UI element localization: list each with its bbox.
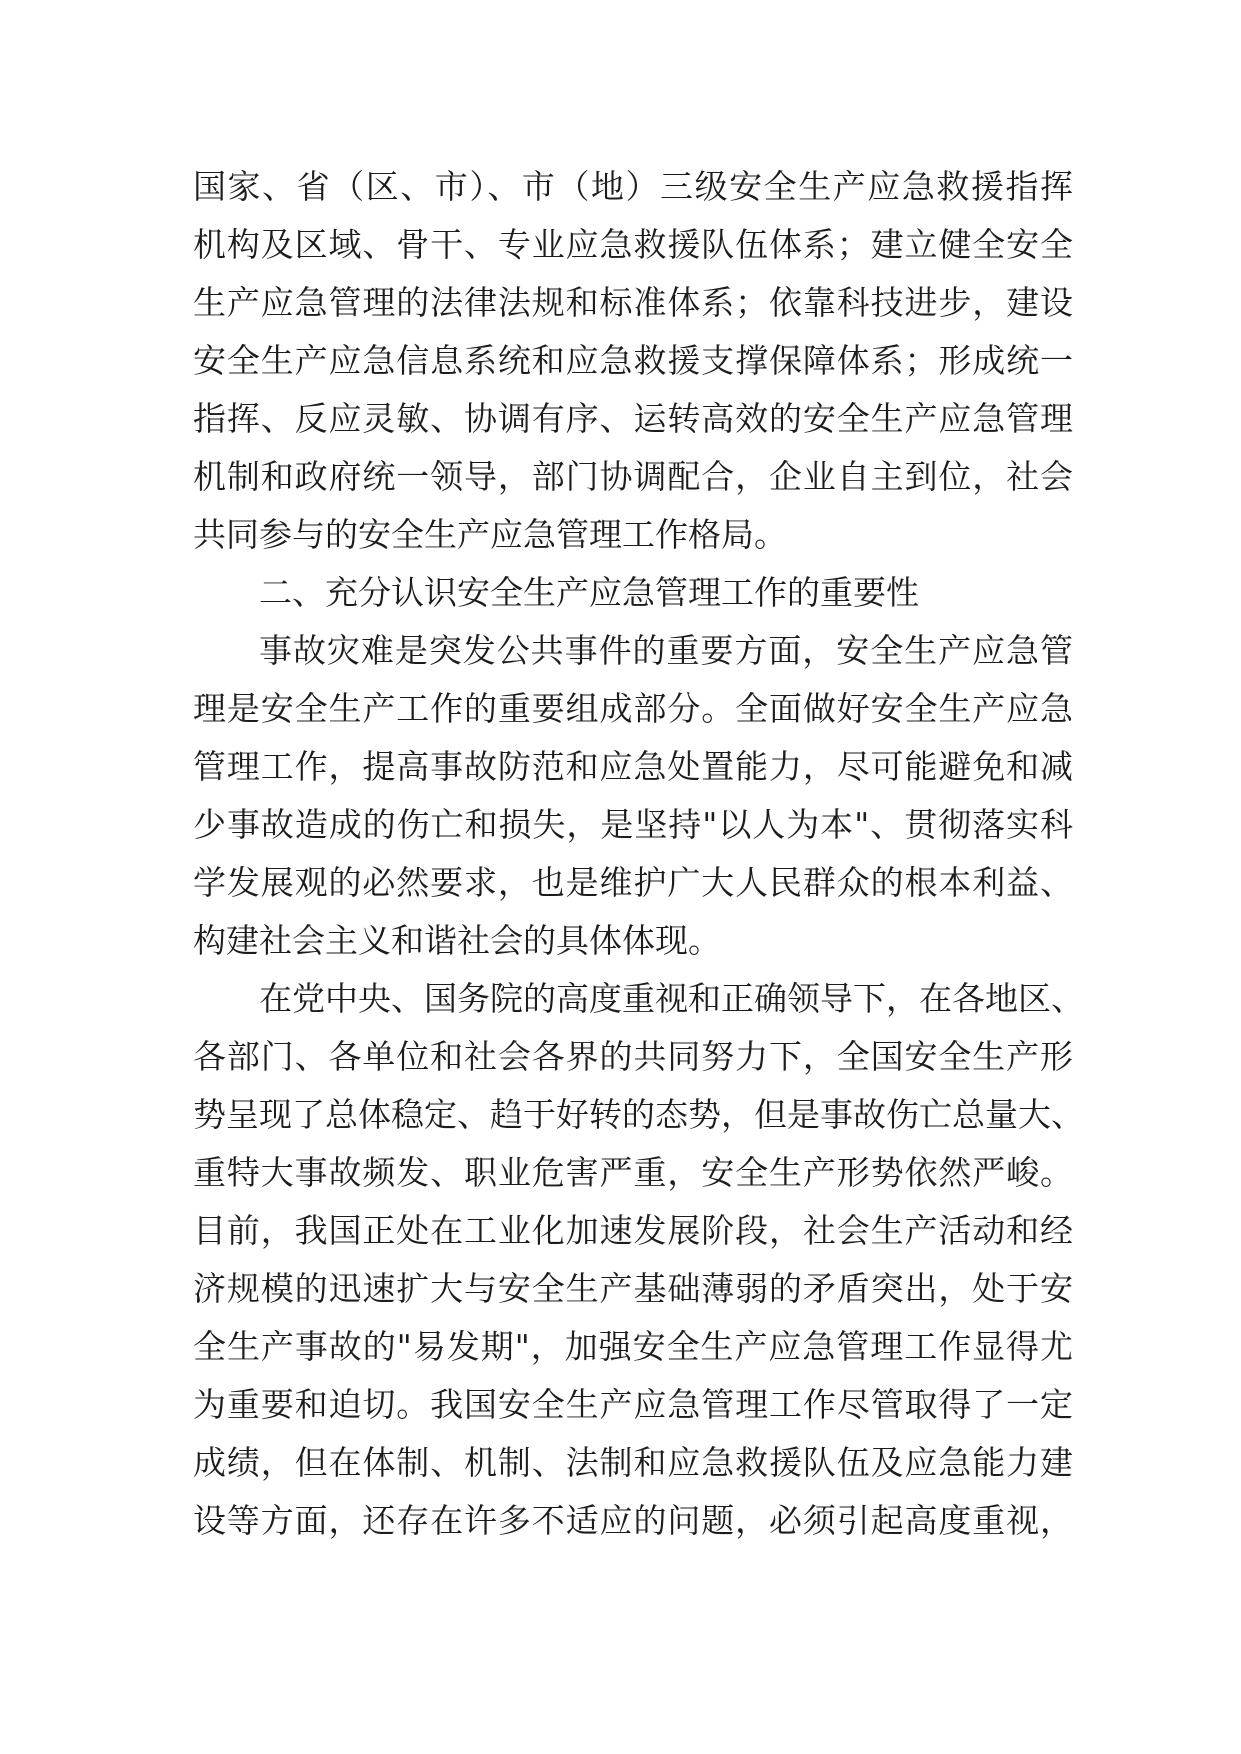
text-line: 事故灾难是突发公共事件的重要方面，安全生产应急管 [259, 631, 1073, 670]
text-line: 全生产事故的"易发期"，加强安全生产应急管理工作显得尤 [193, 1327, 1073, 1366]
text-line: 共同参与的安全生产应急管理工作格局。 [193, 515, 787, 554]
text-line: 指挥、反应灵敏、协调有序、运转高效的安全生产应急管理 [193, 399, 1073, 438]
text-line: 构建社会主义和谐社会的具体体现。 [193, 921, 721, 960]
text-line: 理是安全生产工作的重要组成部分。全面做好安全生产应急 [193, 689, 1073, 728]
text-line: 生产应急管理的法律法规和标准体系；依靠科技进步，建设 [193, 283, 1073, 322]
section-heading: 二、充分认识安全生产应急管理工作的重要性 [259, 573, 919, 612]
text-line: 设等方面，还存在许多不适应的问题，必须引起高度重视， [193, 1501, 1073, 1540]
text-line: 济规模的迅速扩大与安全生产基础薄弱的矛盾突出，处于安 [193, 1269, 1073, 1308]
body-text [193, 158, 1084, 1550]
text-line: 势呈现了总体稳定、趋于好转的态势，但是事故伤亡总量大、 [193, 1095, 1084, 1134]
text-line: 各部门、各单位和社会各界的共同努力下，全国安全生产形 [193, 1037, 1073, 1076]
text-line: 少事故造成的伤亡和损失，是坚持"以人为本"、贯彻落实科 [193, 805, 1073, 844]
text-line: 国家、省（区、市）、市（地）三级安全生产应急救援指挥 [193, 167, 1073, 206]
text-line: 管理工作，提高事故防范和应急处置能力，尽可能避免和减 [193, 747, 1073, 786]
text-line: 安全生产应急信息系统和应急救援支撑保障体系；形成统一 [193, 341, 1073, 380]
text-line: 机构及区域、骨干、专业应急救援队伍体系；建立健全安全 [193, 225, 1073, 264]
text-line: 机制和政府统一领导，部门协调配合，企业自主到位，社会 [193, 457, 1073, 496]
text-line: 成绩，但在体制、机制、法制和应急救援队伍及应急能力建 [193, 1443, 1073, 1482]
text-line: 学发展观的必然要求，也是维护广大人民群众的根本利益、 [193, 863, 1073, 902]
text-line: 重特大事故频发、职业危害严重，安全生产形势依然严峻。 [193, 1153, 1073, 1192]
text-line: 为重要和迫切。我国安全生产应急管理工作尽管取得了一定 [193, 1385, 1073, 1424]
text-line: 在党中央、国务院的高度重视和正确领导下，在各地区、 [259, 979, 1084, 1018]
text-line: 目前，我国正处在工业化加速发展阶段，社会生产活动和经 [193, 1211, 1073, 1250]
